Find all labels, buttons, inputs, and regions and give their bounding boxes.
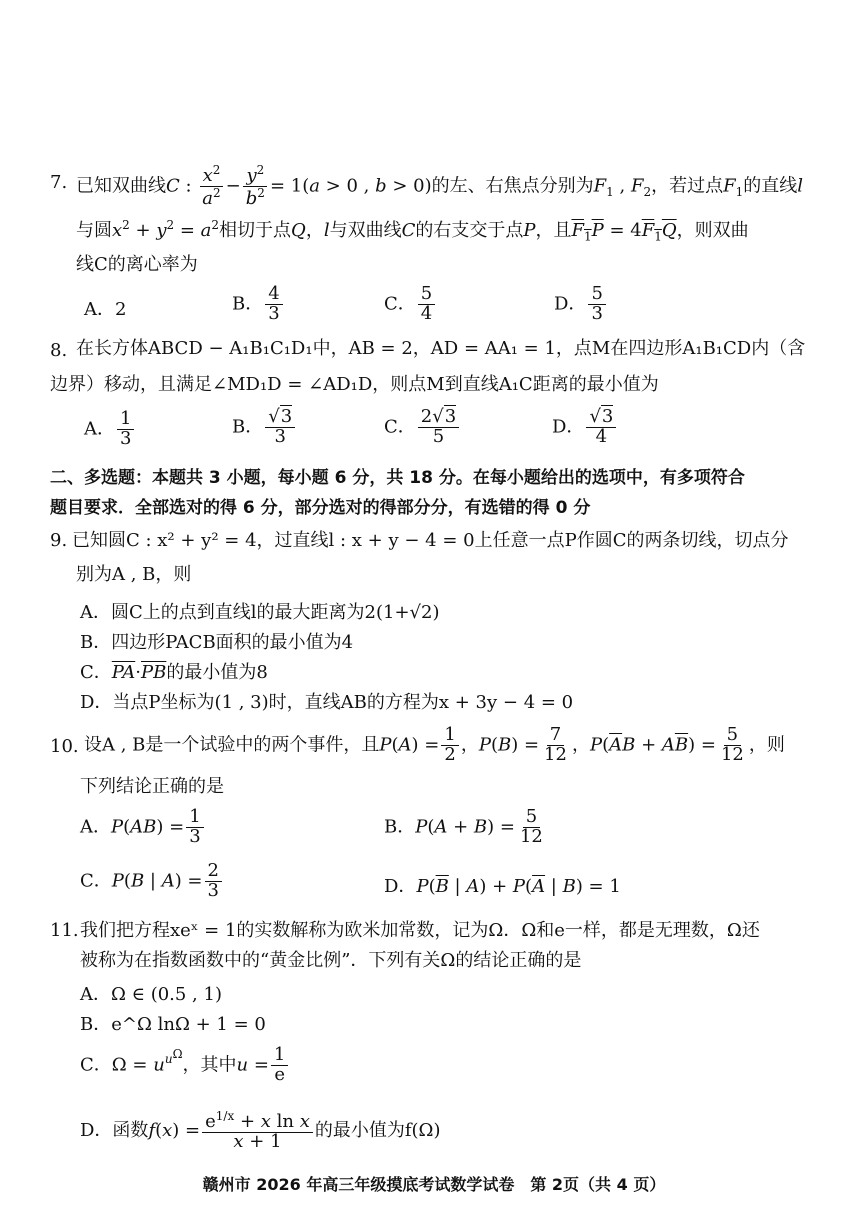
q11-number: 11. [50,920,79,941]
q8-option-c: C． $\frac{2√3}{5}$ [384,408,461,447]
q9-number: 9. [50,530,68,551]
q8-number: 8. [50,340,68,361]
section-2-heading-line1: 二、多选题：本题共 3 小题，每小题 6 分，共 18 分。在每小题给出的选项中，有多项符合 [50,468,745,488]
q10-line1: 设A , B是一个试验中的两个事件，且P(A) = $\frac{1}{2}$ ，P(B) = $\frac{7}{12}$ ，$P(\overline{A}B + A\overline{B})$ = $\frac{5}{12}$ ，则 [84,724,785,765]
section-2-heading-line2: 题目要求．全部选对的得 6 分，部分选对的得部分分，有选错的得 0 分 [50,498,591,518]
q11-line1: 我们把方程xeˣ = 1的实数解称为欧米加常数，记为Ω．Ω和e一样，都是无理数，Ω还 [80,920,760,941]
q7-option-b: B． $\frac{4}{3}$ [232,285,285,324]
page-footer: 赣州市 2026 年高三年级摸底考试数学试卷 第 2页（共 4 页） [202,1175,666,1194]
q9-line2: 别为A , B，则 [76,564,192,585]
q7-line1: 已知双曲线C : $\frac{x^2}{a^2}$ − $\frac{y^2}{b^2}$ = 1(a > 0 , b > 0)的左、右焦点分别为$F_1$ , $F_2$，若过点$F_1$的直线l [76,163,803,209]
q9-option-a: A．圆C上的点到直线l的最大距离为2(1+√2) [80,602,440,623]
q11-option-d: D．函数f(x) = $\frac{e^{1/x} + x \ln x}{x + 1}$ 的最小值为f(Ω) [80,1109,441,1152]
q7-line2: 与圆$x^2 + y^2 = a^2$相切于点Q，l与双曲线C的右支交于点P，且$F_1P = 4F_1Q$，则双曲 [76,218,749,244]
q8-line1: 在长方体ABCD − A₁B₁C₁D₁中，AB = 2，AD = AA₁ = 1，点M在四边形A₁B₁CD内（含 [76,338,806,359]
q7-option-c: C． $\frac{5}{4}$ [384,285,437,324]
q10-line2: 下列结论正确的是 [80,776,224,797]
q7-option-a: A．2 [84,299,127,320]
q7-line3: 线C的离心率为 [76,254,198,275]
q9-option-b: B．四边形PACB面积的最小值为4 [80,632,354,653]
q10-option-b: B．P(A + B) = $\frac{5}{12}$ [384,806,543,847]
q11-option-a: A．Ω ∈ (0.5 , 1) [80,984,222,1005]
q8-line2: 边界）移动，且满足∠MD₁D = ∠AD₁D，则点M到直线A₁C距离的最小值为 [50,374,659,395]
q10-number: 10. [50,736,79,757]
q8-option-d: D． $\frac{√3}{4}$ [552,408,618,447]
q10-option-c: C．P(B | A) = $\frac{2}{3}$ [80,862,224,901]
q11-option-b: B．e^Ω lnΩ + 1 = 0 [80,1014,266,1035]
q8-option-a: A． $\frac{1}{3}$ [84,410,136,449]
q10-option-a: A．P(AB) = $\frac{1}{3}$ [80,808,206,847]
q9-option-c: C．$\overline{PA}\cdot\overline{PB}$的最小值为8 [80,662,268,683]
q7-number: 7. [50,172,68,193]
q9-option-d: D．当点P坐标为(1 , 3)时，直线AB的方程为x + 3y − 4 = 0 [80,692,574,713]
q7-option-d: D． $\frac{5}{3}$ [554,285,608,324]
q11-option-c: C．$\Omega = u^{u^\Omega}$，其中u = $\frac{1}{e}$ [80,1046,290,1085]
q11-line2: 被称为在指数函数中的“黄金比例”．下列有关Ω的结论正确的是 [80,950,582,971]
q8-option-b: B． $\frac{√3}{3}$ [232,408,297,447]
q10-option-d: D．$P(\overline{B}$ | $A) + P(\overline{A}$ | B) = 1 [384,876,621,897]
q9-line1: 已知圆C : x² + y² = 4，过直线l : x + y − 4 = 0上任意一点P作圆C的两条切线，切点分 [72,530,789,551]
